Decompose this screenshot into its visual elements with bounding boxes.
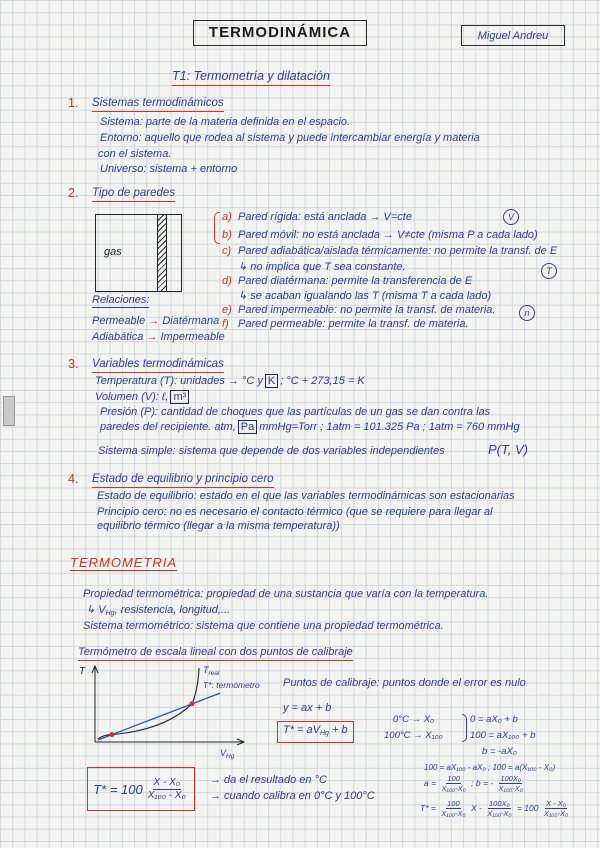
t-fraction-3-num: X - X₀: [546, 799, 566, 808]
page-title: TERMODINÁMICA: [208, 24, 352, 41]
model-rhs: + b: [332, 724, 348, 736]
t-fraction-3-den: X₁₀₀-X₀: [543, 809, 569, 818]
thermometric-property: Propiedad termométrica: propiedad de una sustancia que varía con la temperatura.: [83, 588, 489, 600]
real-curve-label-sub: real: [208, 670, 220, 677]
x-axis-label-main: V: [220, 748, 227, 758]
calibration-point: [190, 701, 195, 706]
calibration-brace: [462, 714, 467, 742]
x-axis-label: [220, 748, 235, 760]
definition-entorno: Entorno: aquello que rodea al sistema y puede intercambiar energía y materia: [100, 132, 480, 144]
calibration-point: [110, 732, 115, 737]
variable-pressure-cont: [100, 421, 520, 434]
a-denominator: X₁₀₀-X₀: [441, 784, 466, 793]
variable-temperature: [95, 375, 365, 388]
circled-mark-n: n: [519, 305, 535, 321]
result-numerator: X - X₀: [153, 776, 180, 788]
t-eq: = 100: [516, 802, 539, 813]
x-axis-label-sub: Hg: [226, 753, 235, 760]
result-note-calibration: → cuando calibra en 0°C y 100°C: [210, 790, 375, 802]
wall-d-text: Pared diatérmana: permite la transferencia de E: [238, 275, 473, 287]
volume-si-unit: m³: [170, 390, 189, 404]
topic-title: T1: Termometría y dilatación: [172, 70, 330, 86]
wall-a-letter: a): [222, 211, 232, 223]
example-volume-sub: Hg: [105, 610, 115, 617]
real-temperature-curve: [98, 668, 199, 739]
pressure-units-b: mmHg=Torr ; 1atm = 101.325 Pa ; 1atm = 760 mmHg: [259, 421, 520, 433]
wall-c-note: ↳ no implica que T sea constante.: [238, 261, 406, 273]
relation-from: Permeable: [92, 315, 146, 327]
definition-sistema: Sistema: parte de la materia definida en el espacio.: [100, 116, 351, 128]
definition-universo: Universo: sistema + entorno: [100, 163, 238, 175]
wall-f-text: Pared permeable: permite la transf. de materia.: [238, 318, 469, 330]
calibration-graph: [70, 660, 270, 760]
section-4-number: 4.: [68, 472, 79, 486]
wall-b-letter: b): [222, 229, 232, 241]
zeroth-principle: Principio cero: no es necesario el contacto térmico (que se requiere para llegar al: [97, 506, 493, 518]
relations-title: Relaciones:: [92, 294, 150, 306]
temperature-label: Temperatura (T): unidades → °C y: [95, 375, 263, 387]
definition-entorno-cont: con el sistema.: [98, 148, 172, 160]
t-mid: X -: [470, 802, 482, 813]
circled-mark-t: T: [541, 263, 557, 279]
b-numerator: 100X₀: [500, 774, 522, 783]
a-lhs: a =: [424, 777, 437, 788]
equation-b: b = -aX₀: [482, 746, 517, 757]
real-curve-label: [203, 665, 220, 677]
walls-brace: [214, 212, 220, 244]
relation-to: Diatérmana: [162, 315, 220, 327]
y-axis-label: T: [79, 666, 86, 677]
equation-substitution: 100 = aX₁₀₀ - aX₀ ; 100 = a(X₁₀₀ - X₀): [424, 763, 556, 772]
wall-d-letter: d): [222, 275, 232, 287]
temperature-si-unit: K: [265, 374, 278, 388]
section-3-title: Variables termodinámicas: [92, 358, 224, 373]
section-1-title: Sistemas termodinámicos: [92, 97, 224, 112]
pressure-si-unit: Pa: [238, 420, 257, 434]
b-lhs: ; b = -: [471, 777, 494, 788]
equation-point-100: 100 = aX₁₀₀ + b: [470, 730, 536, 741]
model-sub: Hg: [320, 730, 329, 737]
section-4-title: Estado de equilibrio y principio cero: [92, 473, 274, 488]
pressure-units-a: paredes del recipiente. atm,: [100, 421, 236, 433]
result-fraction: [147, 777, 187, 802]
relation-row: [92, 331, 225, 344]
a-fraction: [440, 774, 466, 793]
thermometer-line: [98, 693, 220, 740]
t-fraction-2: [486, 799, 512, 818]
wall-diagram-label: gas: [104, 246, 122, 258]
page-title-box: [193, 20, 367, 46]
author-box: [461, 25, 565, 46]
t-fraction-1: [440, 799, 466, 818]
calibration-point-100: 100°C → X₁₀₀: [384, 730, 443, 741]
thermometer-model: [277, 721, 354, 743]
wall-e-text: Pared impermeable: no permite la transf. de materia.: [238, 304, 496, 316]
equilibrium-state: Estado de equilibrio: estado en el que las variables termodinámicas son estacionarias: [97, 490, 515, 502]
section-3-number: 3.: [68, 357, 79, 371]
zeroth-principle-cont: equilibrio térmico (llegar a la misma temperatura)): [97, 520, 340, 532]
result-formula-box: [87, 767, 195, 811]
wall-diagram-hatched-wall: [157, 214, 167, 291]
author-name: Miguel Andreu: [477, 30, 549, 42]
example-rest: , resistencia, longitud,...: [114, 604, 231, 616]
wall-c-letter: c): [222, 245, 232, 257]
t-fraction-2-num: 100X₀: [489, 799, 510, 808]
calibration-point-0: 0°C → X₀: [393, 714, 435, 725]
equation-a-b: [424, 774, 526, 793]
thermometry-title: TERMOMETRIA: [70, 555, 178, 570]
model-lhs: T* = aV: [283, 724, 320, 736]
relation-row: [92, 315, 219, 328]
linear-scale-subtitle: Termómetro de escala lineal con dos puntos de calibraje: [78, 646, 353, 661]
t-fraction-2-den: X₁₀₀-X₀: [487, 809, 512, 818]
relation-arrow: →: [148, 315, 160, 327]
result-note-celsius: → da el resultado en °C: [210, 774, 327, 786]
simple-system: Sistema simple: sistema que depende de dos variables independientes: [98, 445, 445, 457]
wall-f-letter: f): [222, 318, 229, 330]
temperature-conversion: ; °C + 273,15 = K: [280, 375, 365, 387]
relation-to: Impermeable: [160, 331, 225, 343]
wall-b-text: Pared móvil: no está anclada → V≠cte (misma P a cada lado): [238, 229, 538, 241]
t-fraction-1-num: 100: [447, 799, 460, 808]
t-lhs: T* =: [420, 802, 436, 813]
b-fraction: [498, 774, 524, 793]
variable-pressure: Presión (P): cantidad de choques que las partículas de un gas se dan contra las: [100, 406, 491, 418]
example-volume: V: [98, 604, 106, 616]
thermometric-examples: [86, 604, 230, 620]
section-2-number: 2.: [68, 186, 79, 200]
t-fraction-1-den: X₁₀₀-X₀: [441, 809, 466, 818]
equation-point-0: 0 = aX₀ + b: [470, 714, 518, 725]
thermometric-system: Sistema termométrico: sistema que contiene una propiedad termométrica.: [83, 620, 444, 632]
volume-label: Volumen (V): ℓ,: [95, 391, 169, 403]
result-denominator: X₁₀₀ - X₀: [147, 789, 186, 801]
wall-e-letter: e): [222, 304, 232, 316]
margin-sticker: [3, 396, 15, 426]
relation-arrow: →: [146, 331, 158, 343]
section-1-number: 1.: [68, 96, 79, 110]
wall-d-note: ↳ se acaban igualando las T (misma T a cada lado): [238, 290, 492, 302]
relation-from: Adiabática: [92, 331, 144, 343]
section-2-title: Tipo de paredes: [92, 187, 175, 202]
circled-mark-v: V: [503, 209, 519, 225]
linear-equation: y = ax + b: [283, 702, 332, 714]
b-denominator: X₁₀₀-X₀: [498, 784, 523, 793]
equation-t-final: [420, 799, 571, 818]
simple-system-function: P(T, V): [488, 442, 528, 457]
t-fraction-3: [543, 799, 569, 818]
wall-a-text: Pared rígida: está anclada → V=cte: [238, 211, 412, 223]
thermometer-curve-label: T*: termómetro: [203, 680, 260, 690]
calibration-points-definition: Puntos de calibraje: puntos donde el error es nulo: [283, 677, 526, 689]
arrow-icon: ↳: [86, 604, 96, 616]
real-curve-label-main: T: [203, 665, 209, 675]
variable-volume: [95, 391, 191, 404]
wall-c-text: Pared adiabática/aislada térmicamente: no permite la transf. de E: [238, 245, 558, 257]
result-lhs: T* = 100: [93, 781, 143, 797]
a-numerator: 100: [447, 774, 460, 783]
